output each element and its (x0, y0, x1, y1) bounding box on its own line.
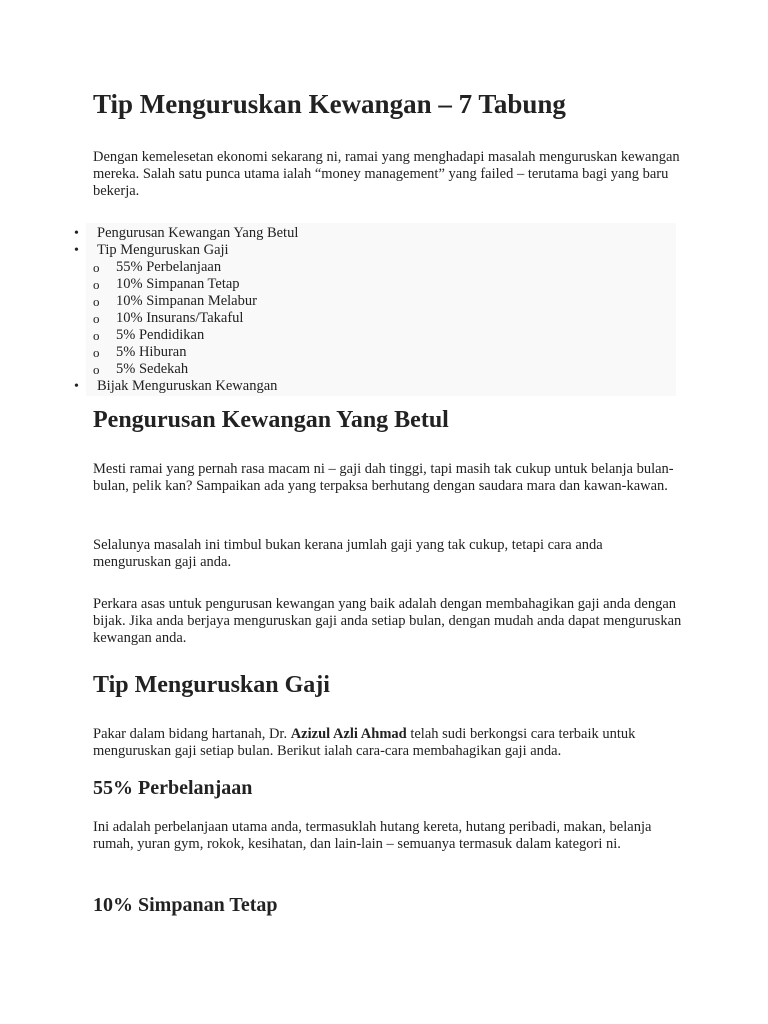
toc-link-perbelanjaan[interactable]: 55% Perbelanjaan (116, 259, 222, 275)
subsection-heading-simpanan-tetap: 10% Simpanan Tetap (93, 894, 278, 916)
toc-link-tip-gaji[interactable]: Tip Menguruskan Gaji (97, 242, 229, 258)
circle-bullet-icon: o (93, 277, 100, 292)
circle-bullet-icon: o (93, 260, 100, 275)
bullet-icon: • (74, 243, 79, 258)
bullet-icon: • (74, 379, 79, 394)
circle-bullet-icon: o (93, 345, 100, 360)
intro-paragraph: Dengan kemelesetan ekonomi sekarang ni, ramai yang menghadapi masalah menguruskan kewangan mereka. Salah satu punca utama ialah “money management” yang failed – terutama bagi yang baru bekerja. (93, 149, 680, 199)
toc-link-sedekah[interactable]: 5% Sedekah (116, 361, 189, 377)
circle-bullet-icon: o (93, 311, 100, 326)
paragraph-expert (93, 726, 683, 760)
paragraph: Ini adalah perbelanjaan utama anda, termasuklah hutang kereta, hutang peribadi, makan, belanja rumah, yuran gym, rokok, kesihatan, dan lain-lain – semuanya termasuk dalam kategori ni. (93, 819, 652, 852)
circle-bullet-icon: o (93, 328, 100, 343)
toc-link-bijak-kewangan[interactable]: Bijak Menguruskan Kewangan (97, 378, 278, 394)
page-title: Tip Menguruskan Kewangan – 7 Tabung (93, 89, 566, 119)
toc-link-pendidikan[interactable]: 5% Pendidikan (116, 327, 205, 343)
section-heading-pengurusan: Pengurusan Kewangan Yang Betul (93, 407, 449, 433)
paragraph: Selalunya masalah ini timbul bukan kerana jumlah gaji yang tak cukup, tetapi cara anda menguruskan gaji anda. (93, 537, 603, 570)
bullet-icon: • (74, 226, 79, 241)
toc-link-pengurusan-kewangan[interactable]: Pengurusan Kewangan Yang Betul (97, 225, 299, 241)
paragraph: Mesti ramai yang pernah rasa macam ni – gaji dah tinggi, tapi masih tak cukup untuk belanja bulan-bulan, pelik kan? Sampaikan ada yang terpaksa berhutang dengan saudara mara dan kawan-kawan. (93, 461, 674, 494)
table-of-contents (74, 223, 676, 396)
paragraph-text: telah sudi berkongsi cara terbaik untuk menguruskan gaji setiap bulan. Berikut ialah cara-cara membahagikan gaji anda. (93, 726, 636, 759)
circle-bullet-icon: o (93, 294, 100, 309)
toc-link-simpanan-tetap[interactable]: 10% Simpanan Tetap (116, 276, 240, 292)
paragraph: Perkara asas untuk pengurusan kewangan yang baik adalah dengan membahagikan gaji anda dengan bijak. Jika anda berjaya menguruskan gaji anda setiap bulan, dengan mudah anda dapat menguruskan kewangan anda. (93, 596, 682, 646)
circle-bullet-icon: o (93, 362, 100, 377)
toc-link-simpanan-melabur[interactable]: 10% Simpanan Melabur (116, 293, 257, 309)
toc-link-hiburan[interactable]: 5% Hiburan (116, 344, 187, 360)
paragraph-text: Pakar dalam bidang hartanah, Dr. (93, 726, 291, 742)
expert-name: Azizul Azli Ahmad (290, 726, 407, 742)
subsection-heading-perbelanjaan: 55% Perbelanjaan (93, 777, 253, 799)
section-heading-tip-gaji: Tip Menguruskan Gaji (93, 672, 330, 698)
toc-link-insurans-takaful[interactable]: 10% Insurans/Takaful (116, 310, 244, 326)
